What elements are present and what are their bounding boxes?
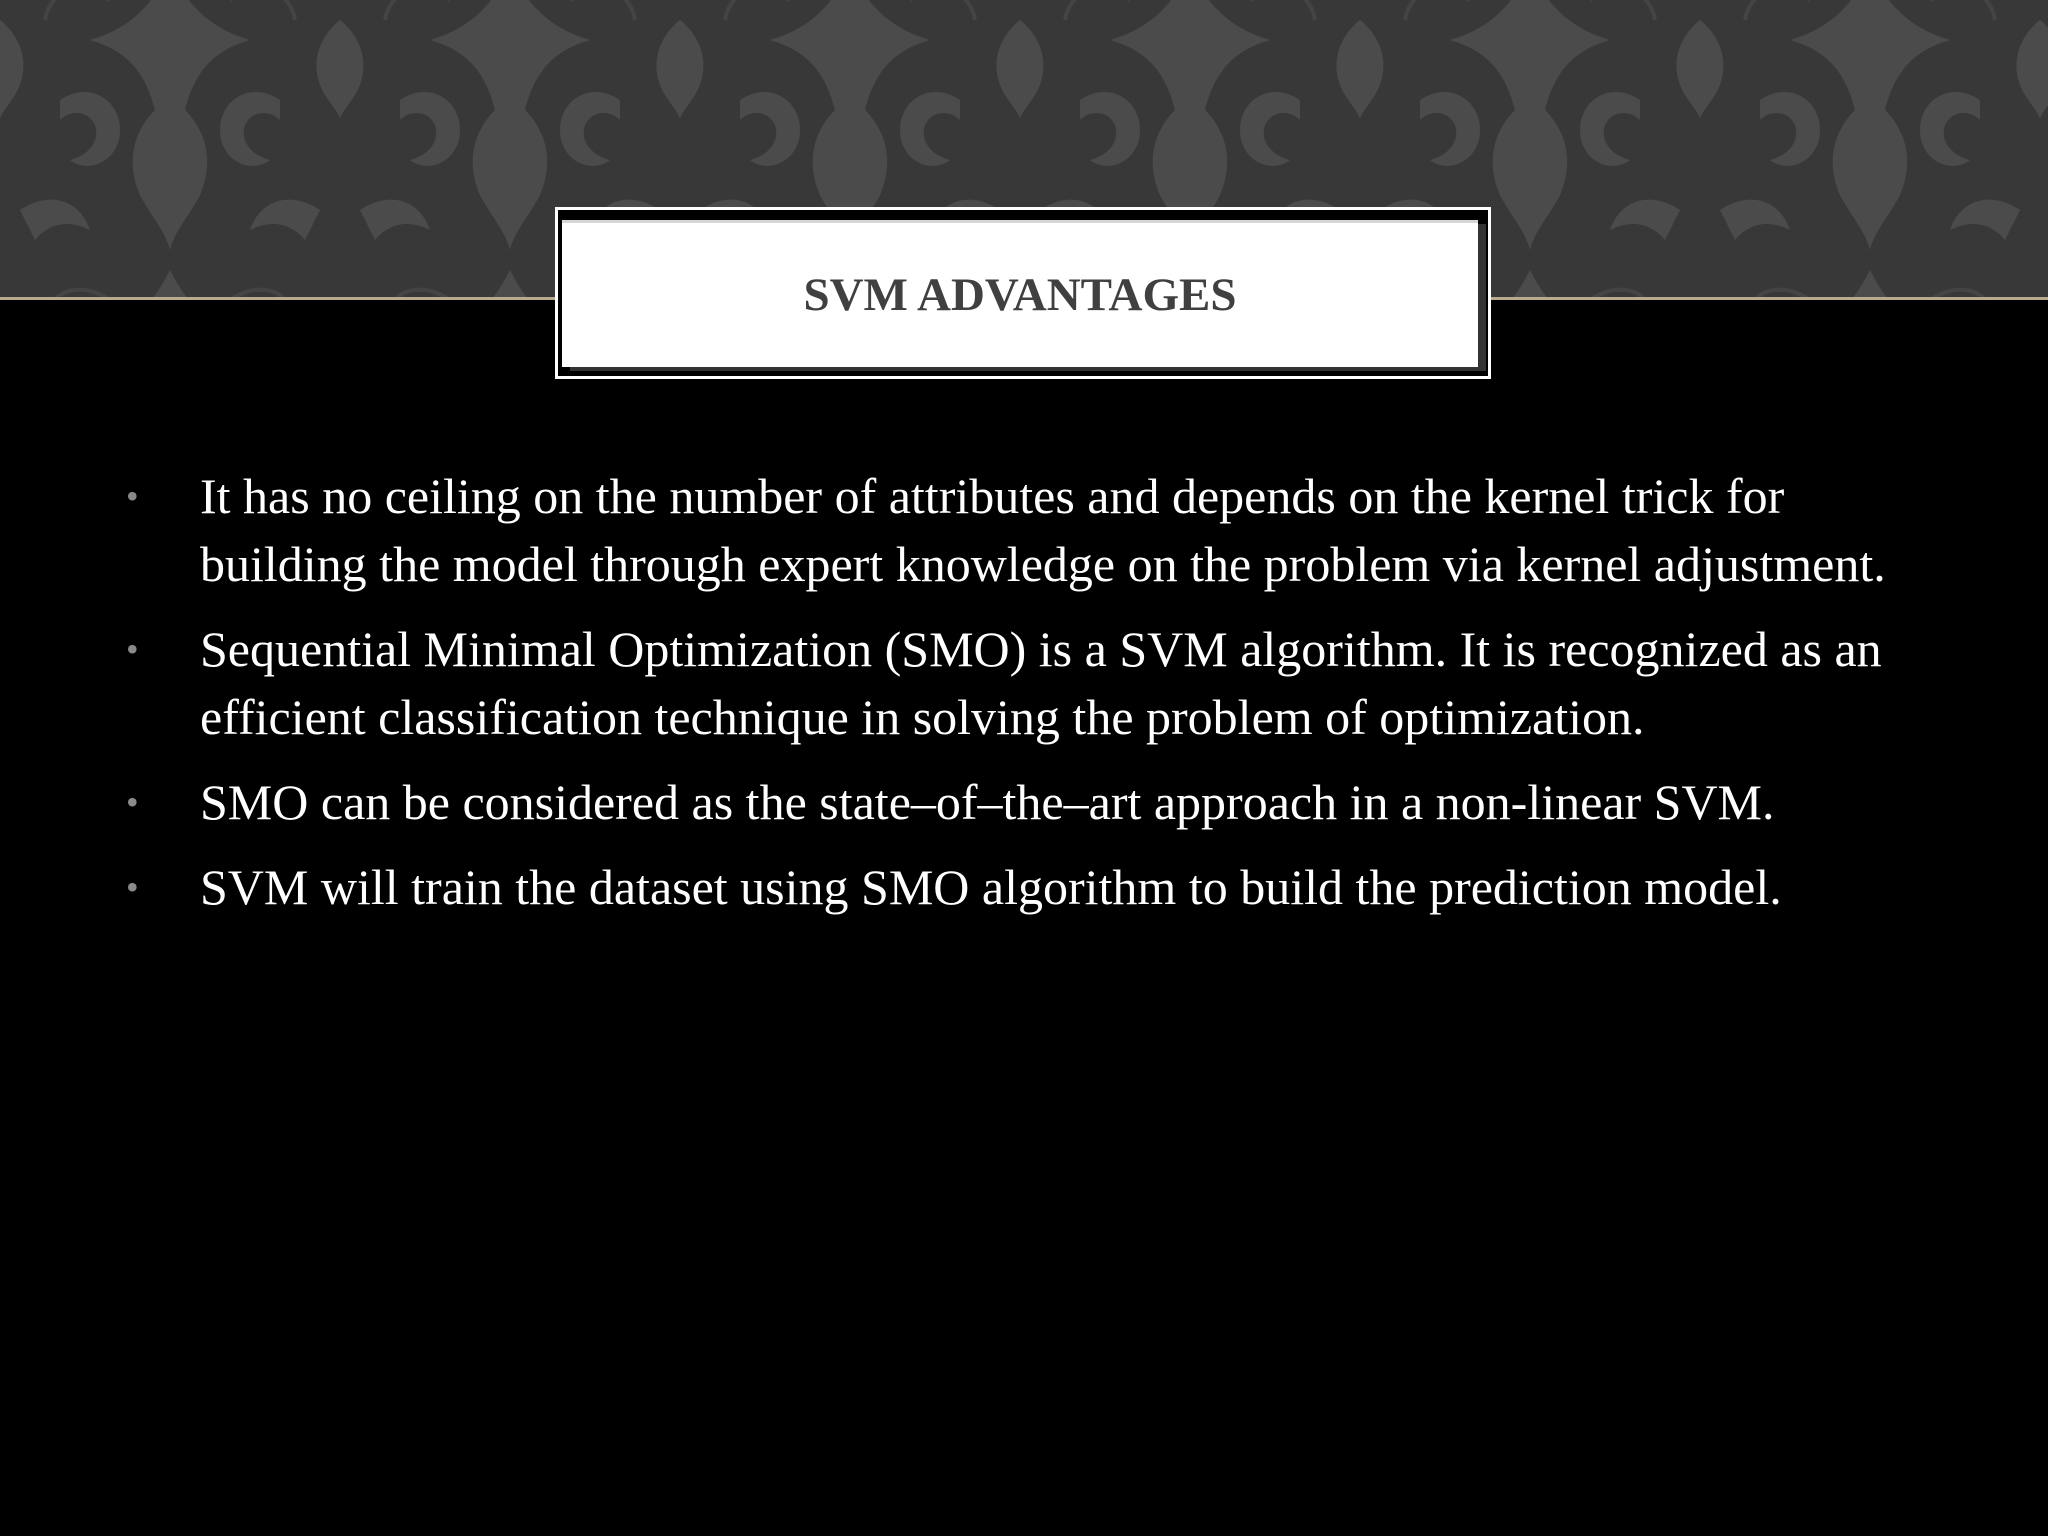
bullet-list bbox=[120, 462, 1900, 938]
bullet-icon: • bbox=[126, 476, 139, 516]
slide-title: SVM ADVANTAGES bbox=[803, 269, 1237, 321]
bullet-item bbox=[120, 462, 1900, 598]
bullet-text: SMO can be considered as the state–of–the–art approach in a non-linear SVM. bbox=[200, 774, 1775, 830]
bullet-text: Sequential Minimal Optimization (SMO) is a SVM algorithm. It is recognized as an efficient classification technique in solving the problem of optimization. bbox=[200, 621, 1882, 745]
bullet-item bbox=[120, 615, 1900, 751]
bullet-item bbox=[120, 853, 1900, 921]
bullet-icon: • bbox=[126, 867, 139, 907]
bullet-item bbox=[120, 768, 1900, 836]
bullet-icon: • bbox=[126, 629, 139, 669]
bullet-icon: • bbox=[126, 782, 139, 822]
bullet-text: SVM will train the dataset using SMO algorithm to build the prediction model. bbox=[200, 859, 1782, 915]
bullet-text: It has no ceiling on the number of attributes and depends on the kernel trick for building the model through expert knowledge on the problem via kernel adjustment. bbox=[200, 468, 1886, 592]
title-box bbox=[562, 220, 1478, 367]
